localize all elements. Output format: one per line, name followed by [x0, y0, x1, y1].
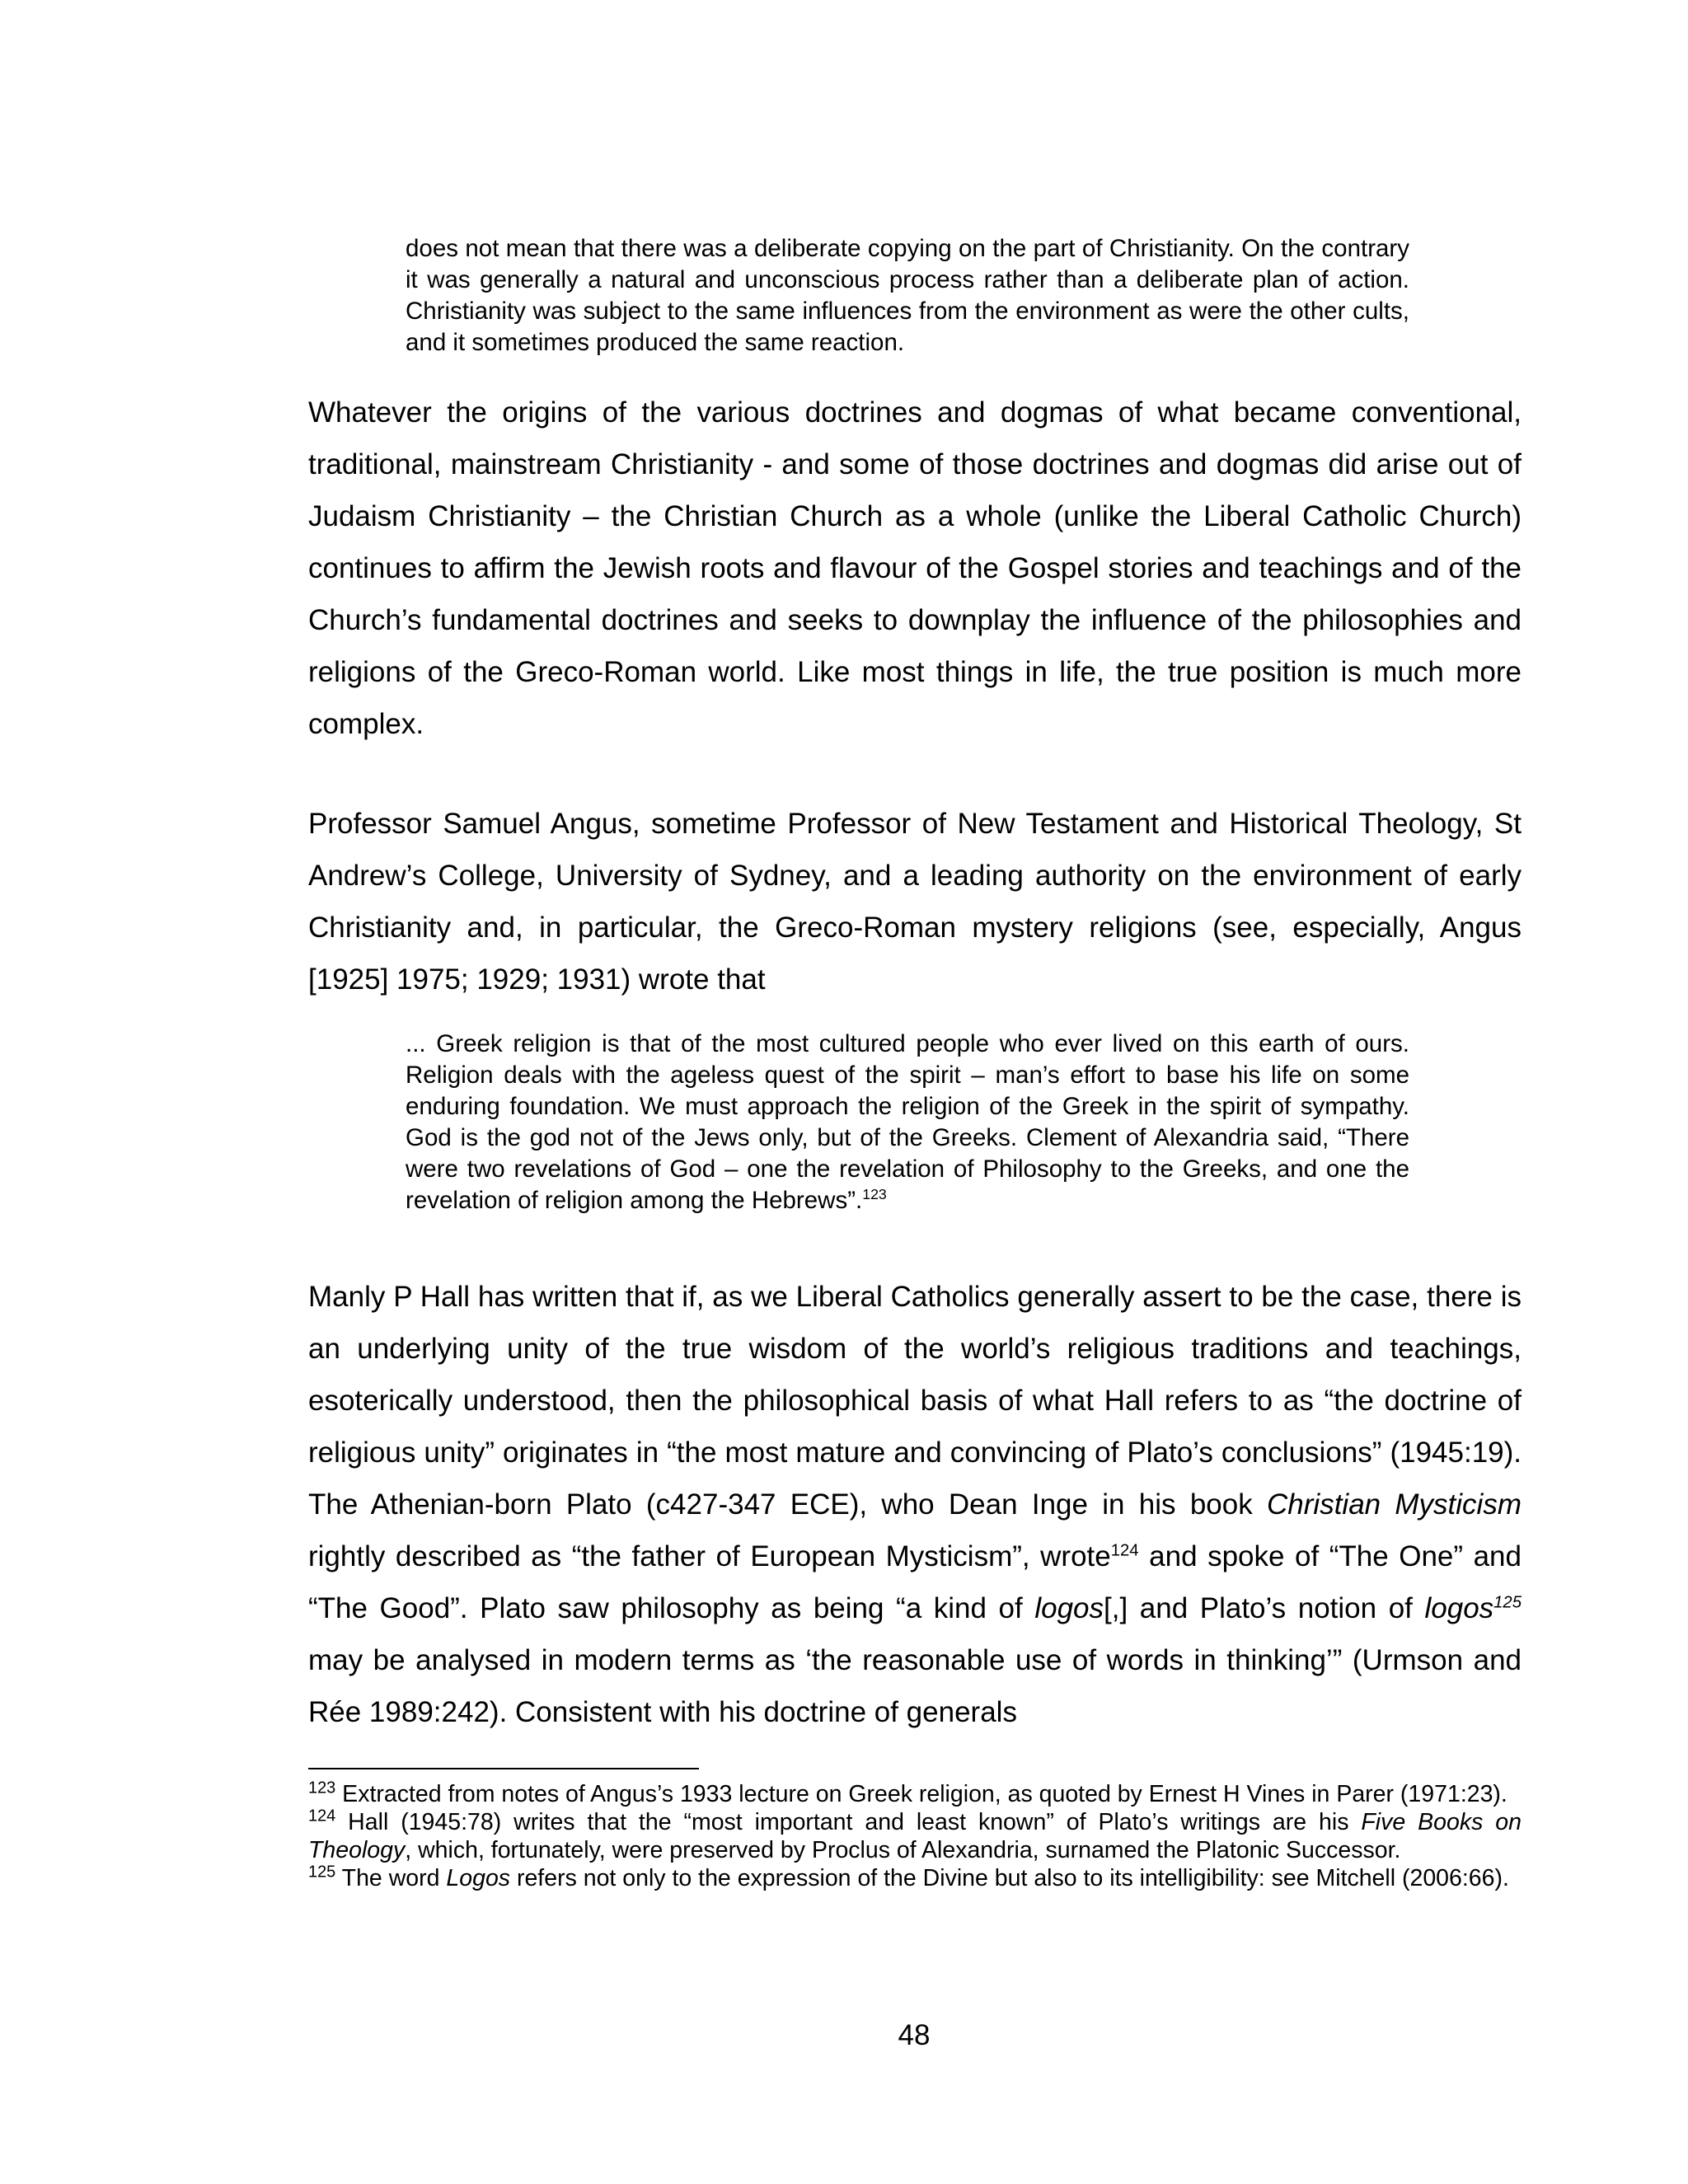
para-text: [,] and Plato’s notion of [1104, 1592, 1425, 1624]
page-number: 48 [898, 2019, 931, 2051]
footnote-ref-124: 124 [1110, 1541, 1139, 1560]
para-text: rightly described as “the father of European Mysticism”, wrote [308, 1540, 1111, 1572]
block-quote-angus [406, 1029, 1409, 1216]
footnote-text: Extracted from notes of Angus’s 1933 lecture on Greek religion, as quoted by Ernest H Vines in Parer (1971:23). [335, 1781, 1507, 1807]
footnote-number: 125 [308, 1863, 336, 1882]
footnote-123 [308, 1780, 1522, 1808]
book-title: Christian Mysticism [1267, 1488, 1522, 1521]
para-text: Manly P Hall has written that if, as we Liberal Catholics generally assert to be the case, there is an underlying unity of the true wisdom of the world’s religious traditions and teachings, esoterically understood, then the philosophical basis of what Hall refers to as “the doctrine of religious unity” originates in “the most mature and convincing of Plato’s conclusions” (1945:19). The Athenian-born Plato (c427-347 ECE), who Dean Inge in his book [308, 1281, 1522, 1521]
footnote-text: The word [335, 1865, 447, 1891]
logos-term: logos [1034, 1592, 1104, 1624]
para-text: may be analysed in modern terms as ‘the reasonable use of words in thinking’” (Urmson and Rée 1989:242). Consistent with his doctrine of generals [308, 1644, 1522, 1728]
footnote-ref-125: 125 [1493, 1593, 1522, 1612]
footnote-124 [308, 1808, 1522, 1864]
block-quote-continued: does not mean that there was a deliberate copying on the part of Christianity. On the contrary it was generally a natural and unconscious process rather than a deliberate plan of action. Christianity was subject to the same influences from the environment as were the other cults, and it sometimes produced the same reaction. [406, 235, 1409, 356]
body-paragraph-origins: Whatever the origins of the various doctrines and dogmas of what became conventional, traditional, mainstream Christianity - and some of those doctrines and dogmas did arise out of Judaism Christianity – the Christian Church as a whole (unlike the Liberal Catholic Church) continues to affirm the Jewish roots and flavour of the Gospel stories and teachings and of the Church’s fundamental doctrines and seeks to downplay the influence of the philosophies and religions of the Greco-Roman world. Like most things in life, the true position is much more complex. [308, 396, 1522, 740]
logos-term: logos [1424, 1592, 1494, 1624]
footnote-125 [308, 1864, 1522, 1892]
footnote-number: 123 [308, 1779, 336, 1797]
logos-term: Logos [446, 1865, 511, 1891]
footnote-divider [308, 1768, 699, 1769]
para-text: and spoke of “The One” and “The Good”. Plato saw philosophy as being “a kind of [308, 1540, 1522, 1624]
quote-text: ... Greek religion is that of the most cultured people who ever lived on this earth of ours. Religion deals with the ageless quest of the spirit – man’s effort to base his life on some enduring foundation. We must approach the religion of the Greek in the spirit of sympathy. God is the god not of the Jews only, but of the Greeks. Clement of Alexandria said, “There were two revelations of God – one the revelation of Philosophy to the Greeks, and one the revelation of religion among the Hebrews”. [406, 1030, 1409, 1214]
footnote-text: Hall (1945:78) writes that the “most important and least known” of Plato’s writings are his [335, 1809, 1362, 1835]
body-paragraph-hall [308, 1271, 1522, 1738]
body-paragraph-angus: Professor Samuel Angus, sometime Professor of New Testament and Historical Theology, St Andrew’s College, University of Sydney, and a leading authority on the environment of early Christianity and, in particular, the Greco-Roman mystery religions (see, especially, Angus [1925] 1975; 1929; 1931) wrote that [308, 808, 1522, 996]
footnotes [308, 1780, 1522, 1892]
footnote-number: 124 [308, 1807, 336, 1825]
footnote-text: refers not only to the expression of the Divine but also to its intelligibility: see Mitchell (2006:66). [510, 1865, 1509, 1891]
book-title: Five Books on Theology [308, 1809, 1522, 1863]
footnote-ref-123: 123 [862, 1186, 887, 1203]
footnote-text: , which, fortunately, were preserved by Proclus of Alexandria, surnamed the Platonic Successor. [405, 1837, 1401, 1863]
